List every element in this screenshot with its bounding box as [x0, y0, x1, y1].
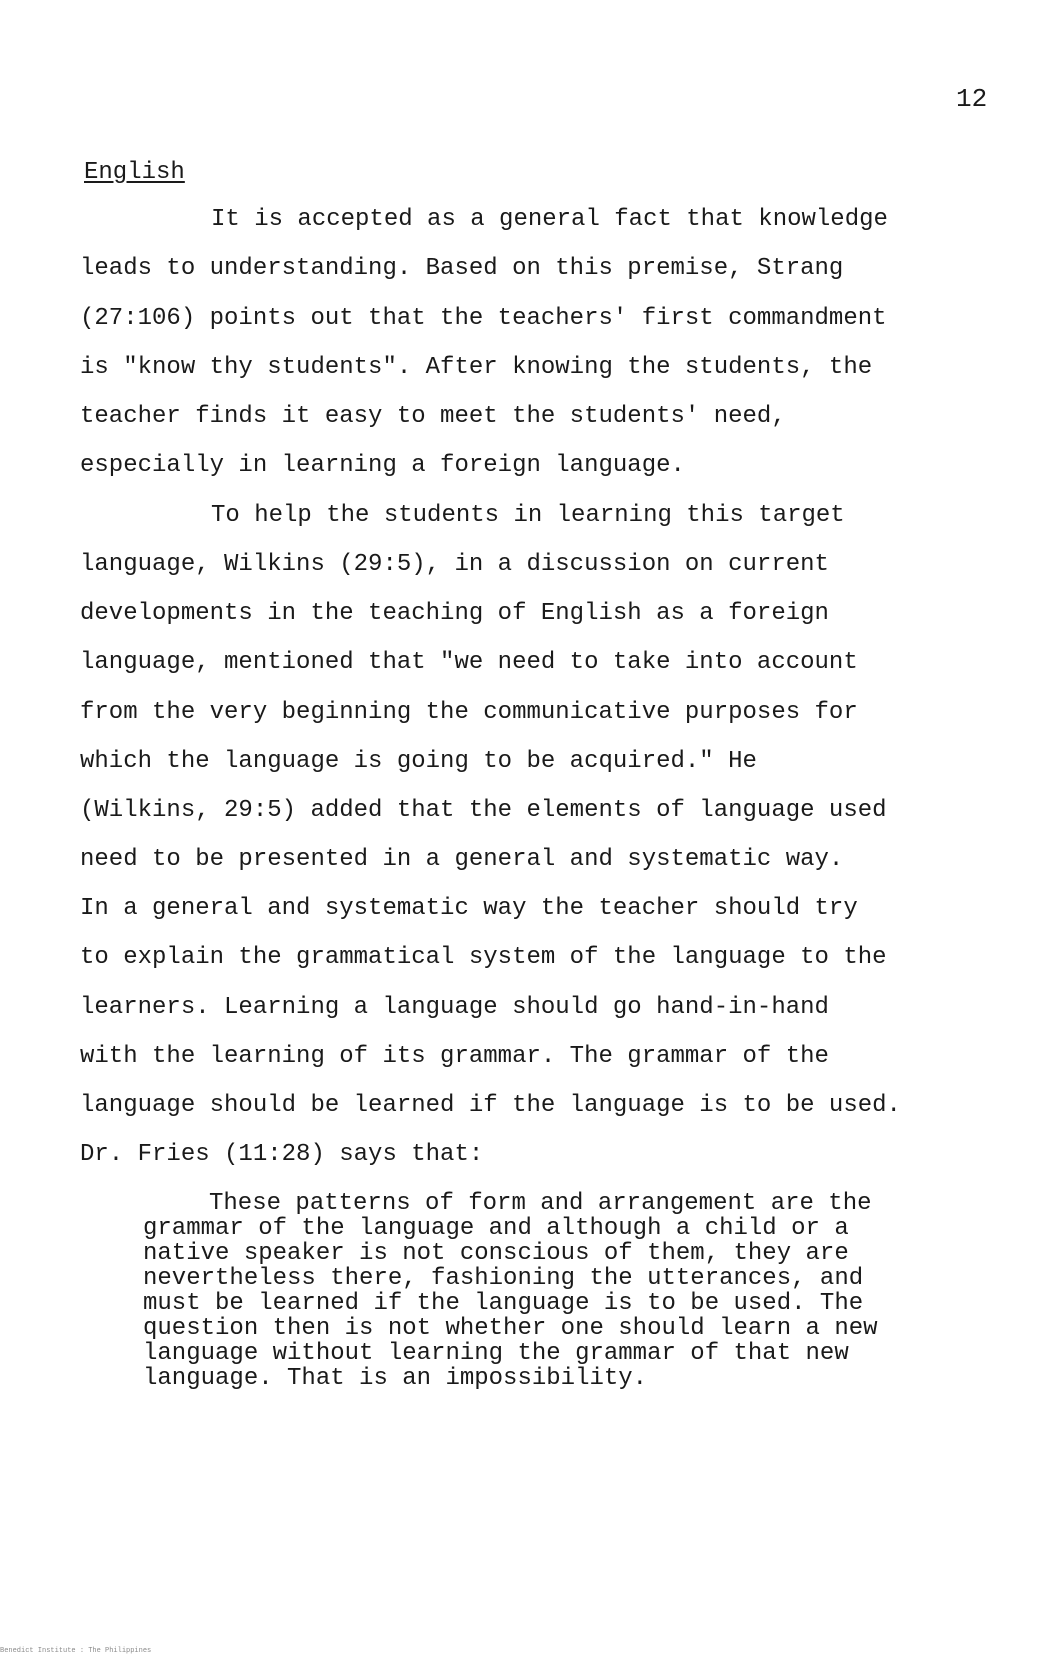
paragraph-line: In a general and systematic way the teacher should try [80, 895, 858, 922]
quote-line: native speaker is not conscious of them, they are [143, 1240, 849, 1267]
paragraph-line: learners. Learning a language should go hand-in-hand [80, 994, 829, 1021]
paragraph-line: (27:106) points out that the teachers' first commandment [80, 305, 887, 332]
quote-line: nevertheless there, fashioning the utterances, and [143, 1265, 864, 1292]
paragraph-line: from the very beginning the communicative purposes for [80, 699, 858, 726]
paragraph-line: with the learning of its grammar. The grammar of the [80, 1043, 829, 1070]
quote-line: grammar of the language and although a child or a [143, 1215, 849, 1242]
paragraph-line: which the language is going to be acquired." He [80, 748, 757, 775]
quote-line: language. That is an impossibility. [143, 1365, 648, 1392]
paragraph-line: language, mentioned that "we need to take into account [80, 649, 858, 676]
paragraph-line: developments in the teaching of English as a foreign [80, 600, 829, 627]
quote-line: These patterns of form and arrangement are the [209, 1190, 872, 1217]
paragraph-line: need to be presented in a general and systematic way. [80, 846, 844, 873]
paragraph-line: Dr. Fries (11:28) says that: [80, 1141, 484, 1168]
paragraph-line: to explain the grammatical system of the language to the [80, 944, 887, 971]
paragraph-line: teacher finds it easy to meet the students' need, [80, 403, 786, 430]
paragraph-line: is "know thy students". After knowing the students, the [80, 354, 873, 381]
quote-line: must be learned if the language is to be used. The [143, 1290, 864, 1317]
quote-line: language without learning the grammar of that new [143, 1340, 849, 1367]
paragraph-line: leads to understanding. Based on this premise, Strang [80, 255, 844, 282]
quote-line: question then is not whether one should learn a new [143, 1315, 878, 1342]
paragraph-line: language, Wilkins (29:5), in a discussion on current [80, 551, 829, 578]
paragraph-line: It is accepted as a general fact that knowledge [211, 206, 888, 233]
footer-watermark: Benedict Institute : The Philippines [0, 1647, 152, 1655]
paragraph-line: especially in learning a foreign language. [80, 452, 685, 479]
paragraph-line: (Wilkins, 29:5) added that the elements of language used [80, 797, 887, 824]
page-number: 12 [956, 84, 988, 114]
section-heading: English [84, 159, 185, 186]
paragraph-line: language should be learned if the language is to be used. [80, 1092, 901, 1119]
paragraph-line: To help the students in learning this target [211, 502, 845, 529]
